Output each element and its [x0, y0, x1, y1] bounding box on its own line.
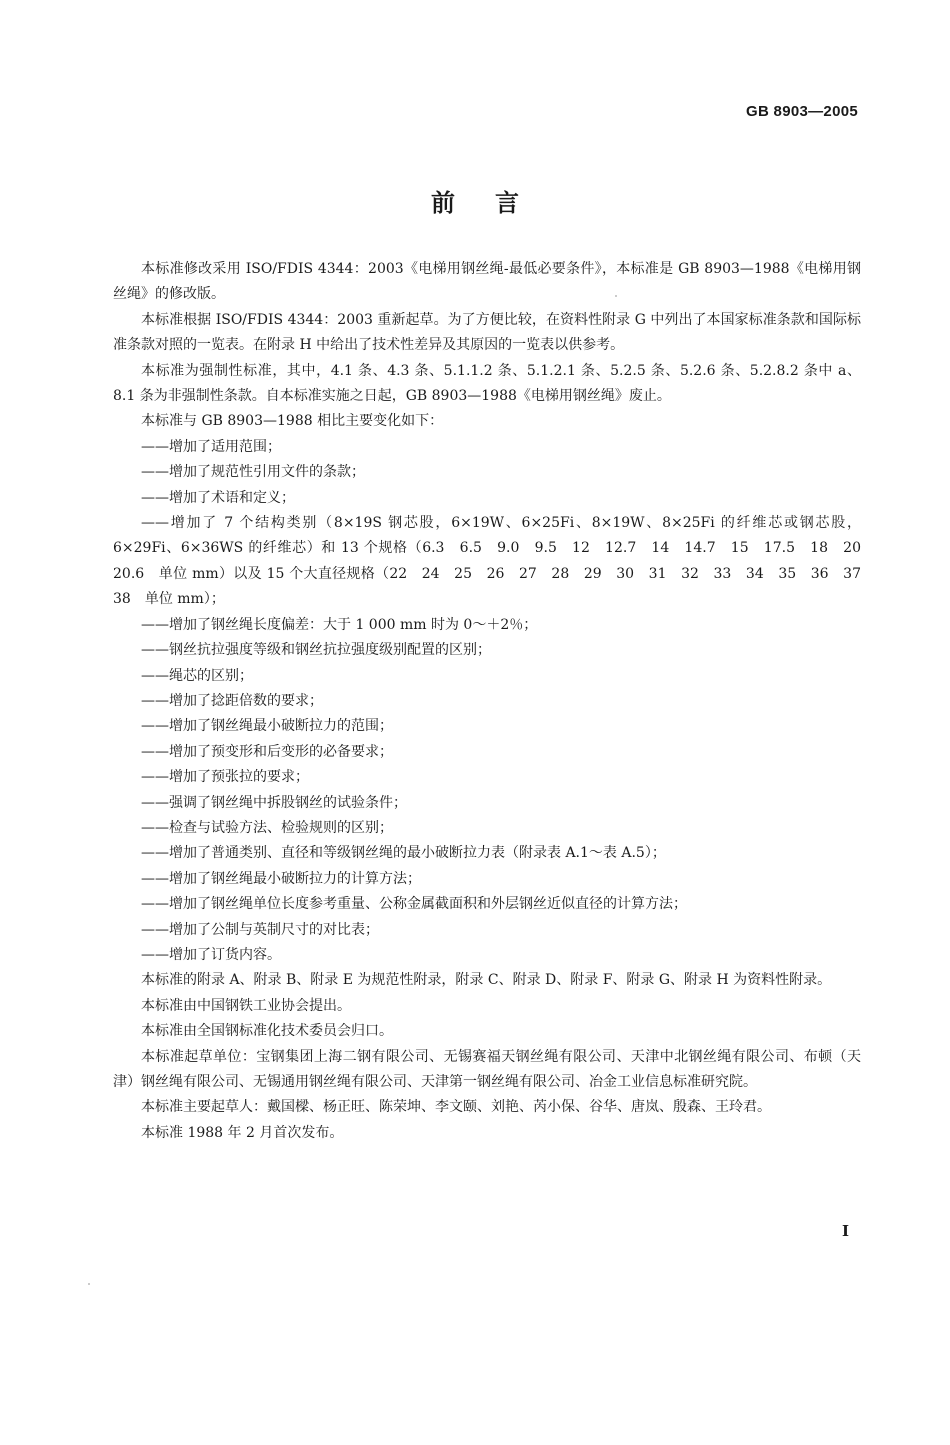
paragraph-committee: 本标准由全国钢标准化技术委员会归口。 — [141, 1023, 393, 1040]
page-title: 前言 — [431, 189, 559, 217]
paragraph-changes-intro: 本标准与 GB 8903—1988 相比主要变化如下： — [141, 413, 444, 430]
list-item: ——增加了捻距倍数的要求； — [141, 692, 323, 709]
list-item: ——增加了订货内容。 — [141, 946, 281, 963]
paragraph-proposer: 本标准由中国钢铁工业协会提出。 — [141, 997, 351, 1014]
list-item: ——增加了规范性引用文件的条款； — [141, 464, 365, 481]
paragraph-annexes: 本标准的附录 A、附录 B、附录 E 为规范性附录，附录 C、附录 D、附录 F、附录 G、附录 H 为资料性附录。 — [141, 972, 832, 989]
list-item: ——增加了 7 个结构类别（8×19S 钢芯股，6×19W、6×25Fi、8×19W、8×25Fi 的纤维芯或钢芯股，6×29Fi、6×36WS 的纤维芯）和 13 个规格（6.3 6.5 9.0 9.5 12 12.7 14 14.7 15 17.5 18 20 20.6 单位 mm）以及 15 个大直径规格（22 24 25 26 27 28 29 30 31 32 33 34 35 36 37 38 单位 mm）； — [113, 515, 875, 608]
paragraph-drafters: 本标准主要起草人：戴国樑、杨正旺、陈荣坤、李文颐、刘艳、芮小保、谷华、唐岚、殷森、王玲君。 — [141, 1099, 771, 1116]
list-item: ——增加了预张拉的要求； — [141, 769, 309, 786]
list-item: ——增加了预变形和后变形的必备要求； — [141, 743, 393, 760]
list-item: ——检查与试验方法、检验规则的区别； — [141, 819, 393, 836]
list-item: ——增加了适用范围； — [141, 438, 281, 455]
scan-speck — [88, 1283, 90, 1285]
list-item: ——增加了钢丝绳最小破断拉力的计算方法； — [141, 870, 421, 887]
list-item: ——增加了钢丝绳单位长度参考重量、公称金属截面积和外层钢丝近似直径的计算方法； — [141, 896, 687, 913]
paragraph-mandatory: 本标准为强制性标准，其中，4.1 条、4.3 条、5.1.1.2 条、5.1.2.1 条、5.2.5 条、5.2.6 条、5.2.8.2 条中 a、8.1 条为非强制性条款。自本标准实施之日起，GB 8903—1988《电梯用钢丝绳》废止。 — [113, 362, 861, 405]
paragraph-first-issue: 本标准 1988 年 2 月首次发布。 — [141, 1124, 344, 1141]
list-item: ——增加了普通类别、直径和等级钢丝绳的最小破断拉力表（附录表 A.1～表 A.5）； — [141, 845, 666, 862]
paragraph-drafting-units: 本标准起草单位：宝钢集团上海二钢有限公司、无锡赛福天钢丝绳有限公司、天津中北钢丝绳有限公司、布顿（天津）钢丝绳有限公司、无锡通用钢丝绳有限公司、天津第一钢丝绳有限公司、冶金工业信息标准研究院。 — [113, 1048, 861, 1090]
list-item: ——增加了术语和定义； — [141, 489, 295, 506]
list-item: ——绳芯的区别； — [141, 667, 253, 684]
list-item: ——增加了公制与英制尺寸的对比表； — [141, 921, 379, 938]
paragraph-basis: 本标准根据 ISO/FDIS 4344：2003 重新起草。为了方便比较，在资料性附录 G 中列出了本国家标准条款和国际标准条款对照的一览表。在附录 H 中给出了技术性差异及其原因的一览表以供参考。 — [113, 311, 861, 354]
list-item: ——强调了钢丝绳中拆股钢丝的试验条件； — [141, 794, 407, 811]
paragraph-scope: 本标准修改采用 ISO/FDIS 4344：2003《电梯用钢丝绳-最低必要条件》，本标准是 GB 8903—1988《电梯用钢丝绳》的修改版。 — [113, 261, 861, 303]
scan-speck — [615, 295, 617, 297]
page-number: I — [841, 1222, 849, 1240]
list-item: ——增加了钢丝绳最小破断拉力的范围； — [141, 718, 393, 735]
document-body — [113, 257, 875, 1146]
list-item: ——增加了钢丝绳长度偏差：大于 1 000 mm 时为 0～＋2％； — [141, 616, 538, 633]
list-item: ——钢丝抗拉强度等级和钢丝抗拉强度级别配置的区别； — [141, 642, 491, 659]
standard-number: GB 8903—2005 — [745, 103, 858, 120]
